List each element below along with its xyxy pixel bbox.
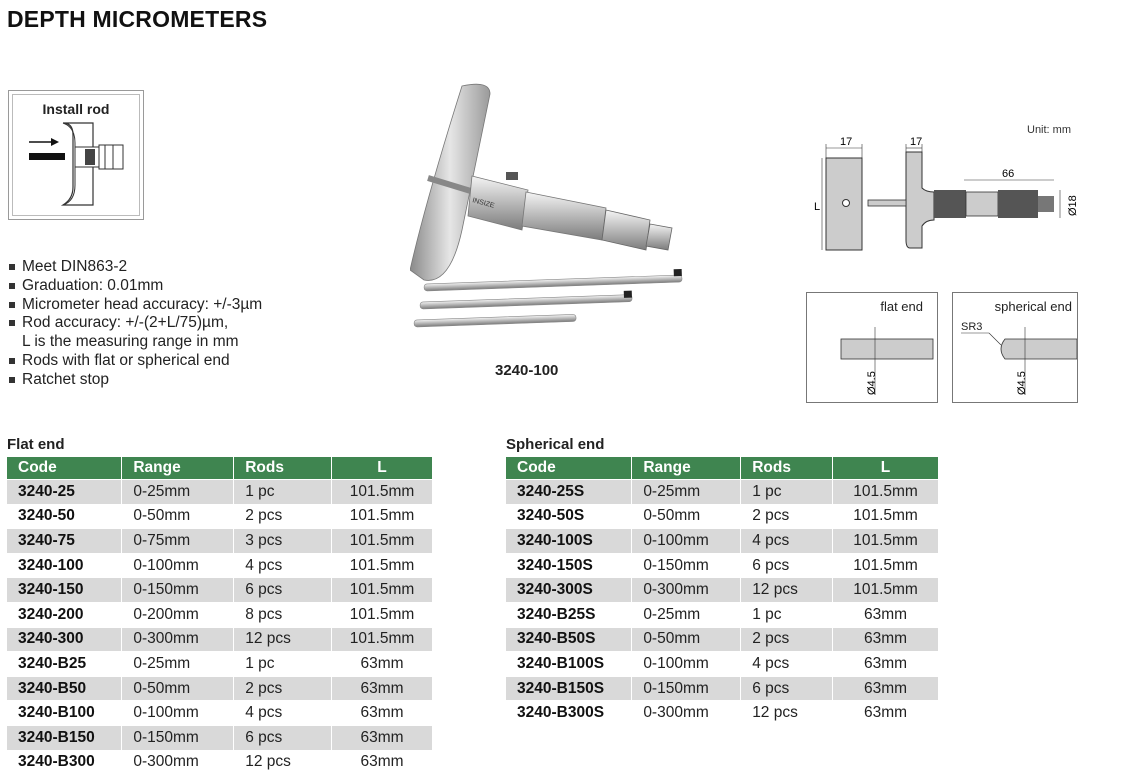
cell-rods: 2 pcs xyxy=(234,504,332,529)
cell-code: 3240-B100S xyxy=(506,652,632,677)
install-rod-label: Install rod xyxy=(42,101,110,117)
cell-code: 3240-B25S xyxy=(506,602,632,627)
sr3-label: SR3 xyxy=(961,321,983,333)
cell-code: 3240-B150S xyxy=(506,676,632,701)
cell-range: 0-150mm xyxy=(632,553,741,578)
cell-rods: 1 pc xyxy=(741,480,833,505)
cell-code: 3240-300 xyxy=(7,627,122,652)
table-row xyxy=(506,578,939,603)
feature-item: Ratchet stop xyxy=(8,371,262,390)
cell-rods: 2 pcs xyxy=(234,676,332,701)
table-row xyxy=(7,553,433,578)
header-rods: Rods xyxy=(741,457,833,480)
cell-range: 0-200mm xyxy=(122,602,234,627)
cell-length: 63mm xyxy=(833,627,939,652)
cell-length: 101.5mm xyxy=(332,602,433,627)
cell-rods: 1 pc xyxy=(234,480,332,505)
cell-length: 63mm xyxy=(332,725,433,750)
flat-end-diameter: Ø4.5 xyxy=(866,371,878,395)
header-code: Code xyxy=(7,457,122,480)
cell-rods: 2 pcs xyxy=(741,504,833,529)
feature-item: Rod accuracy: +/-(2+L/75)µm, xyxy=(8,314,262,333)
cell-range: 0-300mm xyxy=(122,627,234,652)
spherical-end-table xyxy=(506,457,939,725)
cell-range: 0-50mm xyxy=(632,627,741,652)
header-range: Range xyxy=(122,457,234,480)
cell-rods: 6 pcs xyxy=(741,553,833,578)
flat-end-label: flat end xyxy=(880,299,923,314)
cell-rods: 12 pcs xyxy=(234,627,332,652)
unit-label: Unit: mm xyxy=(1027,124,1071,136)
cell-code: 3240-B300 xyxy=(7,750,122,774)
cell-code: 3240-200 xyxy=(7,602,122,627)
cell-code: 3240-150 xyxy=(7,578,122,603)
cell-rods: 1 pc xyxy=(234,652,332,677)
cell-rods: 6 pcs xyxy=(234,578,332,603)
cell-range: 0-25mm xyxy=(122,480,234,505)
header-L: L xyxy=(833,457,939,480)
cell-length: 101.5mm xyxy=(332,553,433,578)
table-row xyxy=(7,676,433,701)
cell-rods: 12 pcs xyxy=(234,750,332,774)
table-row xyxy=(7,725,433,750)
cell-length: 101.5mm xyxy=(833,578,939,603)
cell-length: 63mm xyxy=(833,701,939,725)
cell-length: 63mm xyxy=(332,750,433,774)
cell-length: 101.5mm xyxy=(833,553,939,578)
cell-length: 101.5mm xyxy=(332,480,433,505)
cell-range: 0-25mm xyxy=(632,480,741,505)
cell-rods: 3 pcs xyxy=(234,529,332,554)
cell-code: 3240-50S xyxy=(506,504,632,529)
table-row xyxy=(7,652,433,677)
cell-length: 63mm xyxy=(332,676,433,701)
table-header-row xyxy=(7,457,433,480)
cell-length: 101.5mm xyxy=(332,529,433,554)
dim-17-right: 17 xyxy=(910,136,923,148)
table-row xyxy=(506,701,939,725)
feature-item-continued: L is the measuring range in mm xyxy=(22,333,239,351)
cell-range: 0-100mm xyxy=(122,553,234,578)
table-row xyxy=(506,480,939,505)
cell-rods: 8 pcs xyxy=(234,602,332,627)
table-header-row xyxy=(506,457,939,480)
cell-rods: 4 pcs xyxy=(741,529,833,554)
product-model: 3240-100 xyxy=(495,362,559,379)
cell-range: 0-300mm xyxy=(632,578,741,603)
cell-rods: 1 pc xyxy=(741,602,833,627)
feature-item: Meet DIN863-2 xyxy=(8,258,262,277)
dim-L: L xyxy=(814,201,821,213)
cell-range: 0-300mm xyxy=(632,701,741,725)
cell-code: 3240-B300S xyxy=(506,701,632,725)
header-rods: Rods xyxy=(234,457,332,480)
dim-d18: Ø18 xyxy=(1067,195,1079,216)
cell-length: 63mm xyxy=(833,602,939,627)
table-row xyxy=(7,627,433,652)
table-row xyxy=(506,676,939,701)
page-title: DEPTH MICROMETERS xyxy=(7,6,268,32)
table-row xyxy=(506,553,939,578)
cell-rods: 6 pcs xyxy=(741,676,833,701)
feature-item: Micrometer head accuracy: +/-3µm xyxy=(8,296,262,315)
cell-rods: 2 pcs xyxy=(741,627,833,652)
cell-code: 3240-B25 xyxy=(7,652,122,677)
install-rod-diagram xyxy=(13,95,141,217)
cell-code: 3240-B150 xyxy=(7,725,122,750)
table-row xyxy=(7,480,433,505)
cell-range: 0-150mm xyxy=(122,725,234,750)
table-row xyxy=(506,529,939,554)
flat-end-detail xyxy=(806,292,938,403)
cell-length: 101.5mm xyxy=(332,504,433,529)
cell-length: 101.5mm xyxy=(833,480,939,505)
cell-code: 3240-50 xyxy=(7,504,122,529)
cell-length: 101.5mm xyxy=(332,627,433,652)
header-code: Code xyxy=(506,457,632,480)
cell-range: 0-100mm xyxy=(122,701,234,726)
cell-length: 101.5mm xyxy=(833,529,939,554)
cell-code: 3240-B50 xyxy=(7,676,122,701)
spherical-table-title: Spherical end xyxy=(506,436,605,453)
table-row xyxy=(506,504,939,529)
cell-range: 0-150mm xyxy=(632,676,741,701)
cell-range: 0-50mm xyxy=(122,504,234,529)
flat-end-table xyxy=(7,457,433,774)
cell-range: 0-100mm xyxy=(632,529,741,554)
cell-range: 0-25mm xyxy=(632,602,741,627)
cell-length: 63mm xyxy=(833,652,939,677)
cell-range: 0-50mm xyxy=(122,676,234,701)
cell-code: 3240-75 xyxy=(7,529,122,554)
cell-code: 3240-300S xyxy=(506,578,632,603)
cell-range: 0-150mm xyxy=(122,578,234,603)
feature-item: Graduation: 0.01mm xyxy=(8,277,262,296)
dim-17-left: 17 xyxy=(840,136,853,148)
cell-code: 3240-25S xyxy=(506,480,632,505)
cell-rods: 4 pcs xyxy=(234,553,332,578)
cell-rods: 12 pcs xyxy=(741,578,833,603)
table-row xyxy=(506,652,939,677)
cell-range: 0-100mm xyxy=(632,652,741,677)
cell-length: 63mm xyxy=(833,676,939,701)
cell-code: 3240-100S xyxy=(506,529,632,554)
dim-66: 66 xyxy=(1002,168,1015,180)
table-row xyxy=(506,602,939,627)
table-row xyxy=(7,602,433,627)
feature-item: Rods with flat or spherical end xyxy=(8,352,262,371)
spherical-end-diameter: Ø4.5 xyxy=(1016,371,1028,395)
flat-table-title: Flat end xyxy=(7,436,65,453)
cell-code: 3240-25 xyxy=(7,480,122,505)
product-logo: INSIZE xyxy=(471,197,496,210)
feature-list xyxy=(8,258,262,390)
cell-rods: 4 pcs xyxy=(234,701,332,726)
table-row xyxy=(506,627,939,652)
cell-code: 3240-B100 xyxy=(7,701,122,726)
cell-range: 0-75mm xyxy=(122,529,234,554)
table-row xyxy=(7,750,433,774)
header-L: L xyxy=(332,457,433,480)
cell-length: 101.5mm xyxy=(833,504,939,529)
table-row xyxy=(7,529,433,554)
spherical-end-label: spherical end xyxy=(994,299,1072,314)
cell-range: 0-50mm xyxy=(632,504,741,529)
cell-length: 101.5mm xyxy=(332,578,433,603)
cell-code: 3240-150S xyxy=(506,553,632,578)
table-row xyxy=(7,504,433,529)
header-range: Range xyxy=(632,457,741,480)
table-row xyxy=(7,701,433,726)
cell-rods: 12 pcs xyxy=(741,701,833,725)
cell-length: 63mm xyxy=(332,652,433,677)
cell-rods: 4 pcs xyxy=(741,652,833,677)
install-rod-box xyxy=(8,90,144,220)
cell-length: 63mm xyxy=(332,701,433,726)
cell-code: 3240-B50S xyxy=(506,627,632,652)
product-photo xyxy=(410,80,690,340)
table-row xyxy=(7,578,433,603)
cell-code: 3240-100 xyxy=(7,553,122,578)
dimension-drawing xyxy=(810,130,1090,260)
cell-range: 0-300mm xyxy=(122,750,234,774)
cell-rods: 6 pcs xyxy=(234,725,332,750)
spherical-end-detail xyxy=(952,292,1078,403)
cell-range: 0-25mm xyxy=(122,652,234,677)
